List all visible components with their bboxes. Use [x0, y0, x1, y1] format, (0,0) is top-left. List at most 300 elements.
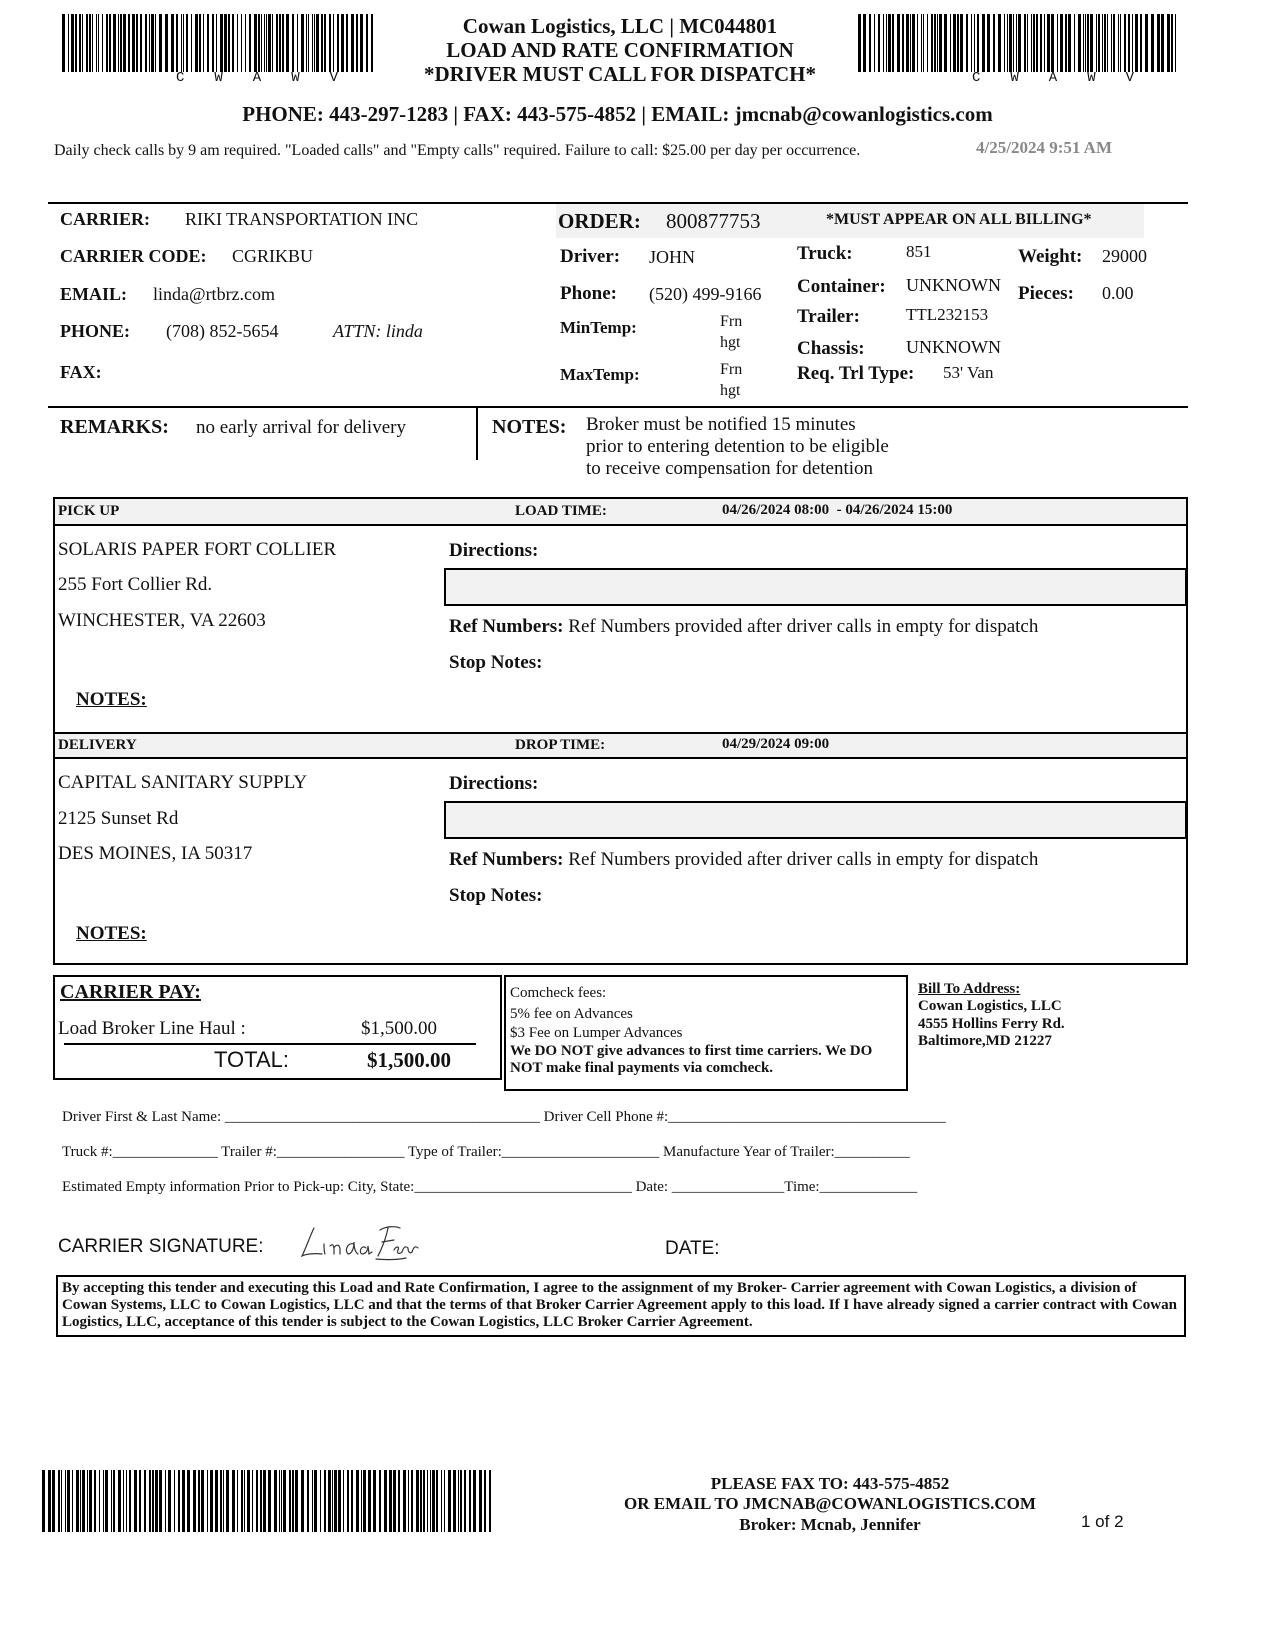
- barcode-bar: [1033, 14, 1035, 72]
- barcode-bar: [187, 1470, 190, 1532]
- barcode-bar: [432, 1470, 435, 1532]
- barcode-bar: [263, 1470, 266, 1532]
- barcode-bar: [886, 14, 887, 72]
- barcode-bar: [58, 1470, 60, 1532]
- barcode-bar: [1151, 14, 1154, 72]
- pickup-stop-notes-label: Stop Notes:: [449, 652, 543, 673]
- barcode-bar: [159, 1470, 162, 1532]
- load-time-label: LOAD TIME:: [515, 503, 607, 519]
- barcode-bar: [118, 14, 119, 72]
- delivery-stop-notes-label: Stop Notes:: [449, 885, 543, 906]
- chassis-label: Chassis:: [797, 338, 865, 359]
- barcode-bar: [1140, 14, 1142, 72]
- barcode-bar: [165, 1470, 166, 1532]
- pickup-directions-label: Directions:: [449, 540, 539, 561]
- barcode-bar: [316, 14, 319, 72]
- barcode-bar: [308, 14, 309, 72]
- barcode-bar: [957, 14, 959, 72]
- barcode-bar: [863, 14, 866, 72]
- barcode-bar: [953, 14, 956, 72]
- barcode-bar: [113, 1470, 115, 1532]
- barcode-bar: [1004, 14, 1005, 72]
- barcode-bar: [151, 14, 154, 72]
- pickup-ref-value: Ref Numbers provided after driver calls in empty for dispatch: [568, 616, 1039, 637]
- remarks-divider: [476, 408, 478, 460]
- pickup-address: 255 Fort Collier Rd.: [58, 574, 213, 595]
- barcode-bar: [195, 14, 198, 72]
- barcode-bar: [98, 14, 99, 72]
- delivery-ref-value: Ref Numbers provided after driver calls in empty for dispatch: [568, 849, 1039, 870]
- barcode-bar: [165, 14, 168, 72]
- barcode-bar: [361, 1470, 362, 1532]
- barcode-right: [858, 14, 1180, 72]
- trailer-number: TTL232153: [906, 305, 989, 324]
- barcode-bar: [874, 14, 875, 72]
- barcode-bar: [215, 1470, 218, 1532]
- total-label: TOTAL:: [214, 1047, 289, 1072]
- barcode-bar: [411, 1470, 413, 1532]
- order-label: ORDER:: [558, 209, 641, 233]
- bill-to-line-1: Cowan Logistics, LLC: [918, 998, 1062, 1014]
- carrier-code-label: CARRIER CODE:: [60, 246, 207, 266]
- barcode-bar: [328, 1470, 331, 1532]
- barcode-bar: [878, 14, 880, 72]
- barcode-bar: [347, 1470, 349, 1532]
- barcode-bar: [888, 14, 891, 72]
- delivery-notes-label: NOTES:: [76, 923, 147, 944]
- barcode-bar: [145, 14, 147, 72]
- barcode-bar: [144, 1470, 146, 1532]
- barcode-bar: [149, 14, 150, 72]
- barcode-bar: [292, 14, 294, 72]
- barcode-bar: [183, 14, 184, 72]
- mintemp-value-1: Frn: [720, 313, 743, 330]
- barcode-bar: [363, 1470, 366, 1532]
- chassis-value: UNKNOWN: [906, 337, 1001, 357]
- pieces-label: Pieces:: [1018, 283, 1074, 304]
- barcode-bar: [220, 14, 223, 72]
- timestamp: 4/25/2024 9:51 AM: [976, 138, 1112, 157]
- barcode-bar: [1120, 14, 1121, 72]
- barcode-bar: [82, 14, 83, 72]
- barcode-bar: [341, 14, 344, 72]
- barcode-bar: [987, 14, 990, 72]
- barcode-bar: [1083, 14, 1084, 72]
- barcode-bar: [118, 1470, 121, 1532]
- comcheck-line-1: 5% fee on Advances: [510, 1006, 633, 1022]
- barcode-bar: [351, 14, 354, 72]
- container-label: Container:: [797, 276, 886, 297]
- barcode-bar: [1024, 14, 1026, 72]
- driver-notice: *DRIVER MUST CALL FOR DISPATCH*: [423, 62, 817, 86]
- barcode-bar: [266, 14, 267, 72]
- barcode-bar: [75, 14, 77, 72]
- barcode-bar: [1036, 14, 1038, 72]
- delivery-name: CAPITAL SANITARY SUPPLY: [58, 772, 308, 793]
- barcode-bar: [68, 14, 69, 72]
- barcode-bar: [1135, 14, 1138, 72]
- footer-fax-line: PLEASE FAX TO: 443-575-4852: [710, 1474, 950, 1493]
- barcode-bar: [264, 14, 265, 72]
- barcode-bar: [307, 1470, 309, 1532]
- barcode-bar: [92, 14, 93, 72]
- barcode-bar: [436, 1470, 438, 1532]
- barcode-bar: [398, 1470, 400, 1532]
- estimated-empty-line: Estimated Empty information Prior to Pick-up: City, State:_____________________________ Date: _______________Time:_____________: [62, 1179, 918, 1195]
- barcode-bar: [276, 14, 278, 72]
- barcode-bar: [1027, 14, 1028, 72]
- barcode-bar: [910, 14, 911, 72]
- barcode-bar: [89, 1470, 92, 1532]
- barcode-bar: [207, 14, 209, 72]
- barcode-bar: [427, 1470, 428, 1532]
- company-line: Cowan Logistics, LLC | MC044801: [462, 14, 778, 38]
- order-number: 800877753: [666, 209, 761, 233]
- barcode-bar: [334, 1470, 337, 1532]
- barcode-bar: [89, 14, 91, 72]
- barcode-bar: [1074, 14, 1075, 72]
- barcode-bar: [232, 1470, 235, 1532]
- barcode-bar: [76, 1470, 79, 1532]
- carrier-email-label: EMAIL:: [60, 284, 127, 304]
- barcode-bar: [295, 1470, 298, 1532]
- barcode-bar: [94, 1470, 96, 1532]
- barcode-bar: [420, 1470, 422, 1532]
- barcode-bar: [423, 1470, 425, 1532]
- barcode-bar: [72, 1470, 73, 1532]
- barcode-bar: [155, 14, 156, 72]
- delivery-city: DES MOINES, IA 50317: [58, 843, 253, 864]
- footer-broker-line: Broker: Mcnab, Jennifer: [739, 1515, 921, 1534]
- barcode-bar: [82, 1470, 85, 1532]
- barcode-bar: [430, 1470, 431, 1532]
- barcode-bar: [944, 14, 947, 72]
- barcode-bar: [241, 1470, 243, 1532]
- driver-phone-label: Phone:: [560, 283, 617, 304]
- barcode-bar: [416, 1470, 419, 1532]
- carrier-code: CGRIKBU: [232, 246, 314, 266]
- footer-email-line: OR EMAIL TO JMCNAB@COWANLOGISTICS.COM: [624, 1494, 1036, 1513]
- driver-name-phone-line: Driver First & Last Name: __________________________________________ Driver Cell Phone #:_____________________________________: [62, 1109, 946, 1125]
- carrier-email: linda@rtbrz.com: [153, 284, 276, 304]
- load-time-value: 04/26/2024 08:00 - 04/26/2024 15:00: [722, 502, 953, 518]
- barcode-bar: [892, 14, 894, 72]
- barcode-bar: [171, 14, 174, 72]
- barcode-bar: [301, 14, 304, 72]
- pickup-header-bar: [55, 499, 1186, 526]
- barcode-bar: [906, 14, 909, 72]
- notes-label: NOTES:: [492, 416, 567, 438]
- maxtemp-value-2: hgt: [720, 382, 741, 399]
- barcode-bar: [103, 1470, 104, 1532]
- contact-line: PHONE: 443-297-1283 | FAX: 443-575-4852 | EMAIL: jmcnab@cowanlogistics.com: [242, 102, 993, 126]
- barcode-bar: [261, 14, 262, 72]
- barcode-bar: [258, 14, 260, 72]
- barcode-bar: [226, 1470, 229, 1532]
- barcode-bar: [1118, 14, 1119, 72]
- barcode-bar: [393, 1470, 396, 1532]
- pickup-directions-field: [444, 568, 1187, 606]
- barcode-bar: [155, 1470, 158, 1532]
- barcode-bar: [366, 14, 368, 72]
- barcode-bar: [1068, 14, 1071, 72]
- barcode-bar: [136, 14, 138, 72]
- barcode-bar: [993, 14, 995, 72]
- truck-label: Truck:: [797, 243, 853, 264]
- barcode-bar: [403, 1470, 406, 1532]
- barcode-bar: [373, 1470, 376, 1532]
- barcode-bar: [1113, 14, 1115, 72]
- page-number: 1 of 2: [1081, 1512, 1124, 1531]
- barcode-bar: [1132, 14, 1133, 72]
- carrier-bottom-rule: [48, 406, 1188, 408]
- barcode-bar: [149, 1470, 151, 1532]
- barcode-bar: [111, 1470, 112, 1532]
- barcode-bar: [249, 14, 251, 72]
- barcode-bar: [99, 1470, 100, 1532]
- carrier-attn: ATTN: linda: [333, 321, 423, 341]
- barcode-bar: [289, 1470, 291, 1532]
- barcode-left: [62, 14, 378, 72]
- barcode-bar: [281, 1470, 282, 1532]
- barcode-bar: [199, 14, 201, 72]
- barcode-bar: [1107, 14, 1108, 72]
- barcode-bar: [1085, 14, 1086, 72]
- barcode-bar: [247, 1470, 250, 1532]
- bill-to-line-3: Baltimore,MD 21227: [918, 1033, 1052, 1049]
- pickup-name: SOLARIS PAPER FORT COLLIER: [58, 539, 337, 560]
- barcode-bar: [883, 14, 884, 72]
- carrier-pay-title: CARRIER PAY:: [60, 981, 201, 1003]
- barcode-bar: [902, 14, 904, 72]
- barcode-bar: [123, 1470, 124, 1532]
- barcode-bar: [274, 1470, 277, 1532]
- barcode-bar: [87, 1470, 88, 1532]
- barcode-bar: [86, 14, 88, 72]
- agreement-text: By accepting this tender and executing this Load and Rate Confirmation, I agree to the assignment of my Broker- Carrier agreement with Cowan Logistics, a division of Cowan Systems, LLC to Cowan Logistics, LLC and that the terms of that Broker Carrier Agreement apply to this load. If I have already signed a carrier contract with Cowan Logistics, LLC, acceptance of this tender is subject to the Cowan Logistics, LLC Broker Carrier Agreement.: [62, 1280, 1177, 1330]
- barcode-bar: [332, 1470, 333, 1532]
- barcode-bar: [260, 1470, 262, 1532]
- barcode-bar: [314, 14, 315, 72]
- barcode-bar: [441, 1470, 442, 1532]
- barcode-bar: [324, 1470, 326, 1532]
- barcode-bar: [939, 14, 942, 72]
- barcode-bar: [923, 14, 924, 72]
- barcode-bar: [469, 1470, 471, 1532]
- barcode-bar: [71, 14, 74, 72]
- barcode-bar: [974, 14, 975, 72]
- pay-total-rule: [64, 1043, 476, 1045]
- barcode-bar: [283, 1470, 286, 1532]
- barcode-bar: [254, 14, 257, 72]
- carrier-name: RIKI TRANSPORTATION INC: [185, 209, 419, 229]
- barcode-bar: [1175, 14, 1176, 72]
- barcode-bar: [950, 14, 951, 72]
- barcode-bar: [210, 1470, 213, 1532]
- barcode-bar: [937, 14, 938, 72]
- barcode-bar: [232, 14, 234, 72]
- barcode-bar: [178, 1470, 180, 1532]
- driver-phone: (520) 499-9166: [649, 284, 762, 304]
- barcode-bar: [1078, 14, 1081, 72]
- barcode-bar: [333, 14, 334, 72]
- barcode-bar: [237, 1470, 238, 1532]
- barcode-bar: [52, 1470, 55, 1532]
- barcode-bar: [129, 1470, 131, 1532]
- barcode-bar: [982, 14, 985, 72]
- billing-note: *MUST APPEAR ON ALL BILLING*: [826, 211, 1092, 228]
- barcode-bar: [237, 14, 238, 72]
- barcode-bar: [351, 1470, 353, 1532]
- barcode-bar: [460, 1470, 462, 1532]
- weight-label: Weight:: [1018, 246, 1083, 267]
- truck-number: 851: [906, 242, 932, 261]
- barcode-bar: [80, 1470, 81, 1532]
- barcode-bar: [224, 14, 227, 72]
- barcode-bar: [268, 1470, 271, 1532]
- barcode-bar: [360, 14, 363, 72]
- barcode-bar: [301, 1470, 304, 1532]
- barcode-bar: [212, 14, 214, 72]
- container-value: UNKNOWN: [906, 275, 1001, 295]
- barcode-bar: [62, 14, 65, 72]
- barcode-bar: [389, 1470, 392, 1532]
- barcode-bar: [464, 1470, 466, 1532]
- barcode-bar: [912, 14, 915, 72]
- barcode-bar: [139, 1470, 141, 1532]
- barcode-bar: [453, 1470, 456, 1532]
- barcode-bar: [182, 1470, 185, 1532]
- barcode-bar: [320, 1470, 321, 1532]
- barcode-bar: [152, 1470, 154, 1532]
- barcode-bar: [297, 14, 298, 72]
- barcode-bar: [120, 14, 122, 72]
- driver-name: JOHN: [649, 247, 696, 267]
- barcode-bar: [105, 1470, 108, 1532]
- barcode-bar: [1044, 14, 1045, 72]
- barcode-bar: [346, 14, 348, 72]
- barcode-bar: [268, 14, 271, 72]
- barcode-bar: [1102, 14, 1103, 72]
- check-calls-notice: Daily check calls by 9 am required. "Loaded calls" and "Empty calls" required. Failure to call: $25.00 per day per occurrence.: [54, 142, 861, 159]
- barcode-bar: [186, 14, 188, 72]
- barcode-bar: [338, 1470, 341, 1532]
- barcode-bar: [128, 14, 130, 72]
- barcode-bar: [1098, 14, 1100, 72]
- carrier-phone-label: PHONE:: [60, 321, 130, 341]
- barcode-bar: [245, 14, 246, 72]
- notes-line-1: Broker must be notified 15 minutes: [586, 414, 856, 435]
- barcode-bar: [1157, 14, 1160, 72]
- barcode-bar: [1040, 14, 1042, 72]
- barcode-bar: [368, 1470, 371, 1532]
- barcode-bar: [203, 14, 204, 72]
- barcode-bar: [244, 1470, 245, 1532]
- barcode-bar: [113, 14, 116, 72]
- pickup-ref-numbers: [449, 616, 1038, 638]
- barcode-bar: [1104, 14, 1106, 72]
- pieces-value: 0.00: [1102, 283, 1134, 303]
- barcode-bar: [279, 1470, 280, 1532]
- bill-to-title: Bill To Address:: [918, 981, 1021, 997]
- barcode-bar: [408, 1470, 409, 1532]
- delivery-header-bar: [55, 732, 1186, 759]
- carrier-fax-label: FAX:: [60, 362, 102, 382]
- barcode-bar: [241, 14, 242, 72]
- document-title: LOAD AND RATE CONFIRMATION: [446, 38, 794, 62]
- barcode-bar: [174, 1470, 175, 1532]
- carrier-phone: (708) 852-5654: [166, 321, 279, 341]
- barcode-bar: [140, 14, 142, 72]
- barcode-bar: [458, 1470, 459, 1532]
- barcode-left-text: CWAWV: [176, 70, 369, 86]
- barcode-bar: [1171, 14, 1173, 72]
- barcode-bar: [1087, 14, 1089, 72]
- barcode-bar: [917, 14, 918, 72]
- remarks-value: no early arrival for delivery: [196, 417, 406, 438]
- barcode-bar: [109, 14, 111, 72]
- barcode-bar: [286, 14, 289, 72]
- barcode-bar: [279, 14, 281, 72]
- barcode-bar: [292, 1470, 294, 1532]
- barcode-bar: [220, 1470, 222, 1532]
- barcode-bar: [1145, 14, 1148, 72]
- barcode-bar: [356, 1470, 359, 1532]
- barcode-bar: [1016, 14, 1017, 72]
- barcode-bar: [966, 14, 968, 72]
- barcode-bar: [272, 14, 273, 72]
- line-haul-label: Load Broker Line Haul :: [58, 1018, 246, 1039]
- barcode-bar: [921, 14, 922, 72]
- notes-line-2: prior to entering detention to be eligible: [586, 436, 889, 457]
- barcode-bar: [931, 14, 933, 72]
- line-haul-value: $1,500.00: [361, 1018, 437, 1039]
- delivery-ref-numbers: [449, 849, 1038, 871]
- barcode-bar: [1009, 14, 1012, 72]
- comcheck-title: Comcheck fees:: [510, 985, 607, 1001]
- barcode-bar: [126, 1470, 127, 1532]
- barcode-bar: [42, 1470, 45, 1532]
- barcode-bar: [1057, 14, 1058, 72]
- driver-label: Driver:: [560, 246, 621, 267]
- barcode-right-text: CWAWV: [972, 70, 1165, 86]
- barcode-bar: [371, 14, 373, 72]
- barcode-bar: [448, 1470, 451, 1532]
- barcode-bar: [176, 14, 178, 72]
- maxtemp-value-1: Frn: [720, 361, 743, 378]
- barcode-bar: [324, 14, 326, 72]
- barcode-bar: [1111, 14, 1112, 72]
- barcode-bar: [356, 14, 358, 72]
- barcode-bar: [484, 1470, 486, 1532]
- barcode-bar: [329, 14, 331, 72]
- barcode-bar: [102, 14, 103, 72]
- drop-time-label: DROP TIME:: [515, 737, 606, 753]
- barcode-bar: [971, 14, 972, 72]
- barcode-bar: [1018, 14, 1021, 72]
- truck-trailer-line: Truck #:______________ Trailer #:_________________ Type of Trailer:_____________________ Manufacture Year of Trailer:__________: [62, 1144, 910, 1160]
- carrier-label: CARRIER:: [60, 209, 150, 229]
- barcode-bar: [201, 1470, 204, 1532]
- barcode-bar: [67, 1470, 70, 1532]
- drop-time-value: 04/29/2024 09:00: [722, 736, 830, 752]
- barcode-bar: [321, 14, 323, 72]
- signature-image: [296, 1222, 422, 1264]
- barcode-bar: [1065, 14, 1067, 72]
- barcode-bar: [106, 14, 108, 72]
- barcode-bar: [489, 1470, 491, 1532]
- barcode-bar: [1167, 14, 1170, 72]
